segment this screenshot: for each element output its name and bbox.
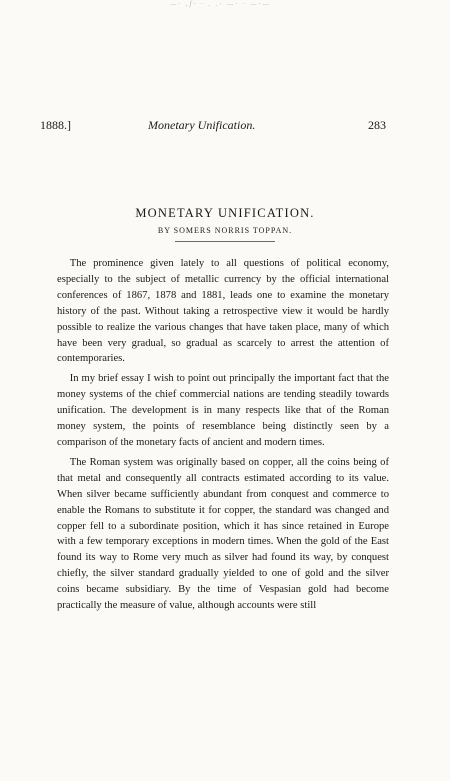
- title-rule: [175, 241, 275, 242]
- running-header: [40, 118, 386, 134]
- paragraph: In my brief essay I wish to point out principally the important fact that the money systems of the chief commercial nations are tending steadily towards unification. The development is in many respects like that of the Roman money system, the points of resemblance being distinctly seen by a comparison of the monetary facts of ancient and modern times.: [57, 373, 389, 448]
- article-byline: BY SOMERS NORRIS TOPPAN.: [157, 226, 293, 235]
- bleed-through-text: —· ,f· · . .· —· · —·—: [170, 0, 271, 8]
- page-number: 283: [368, 118, 386, 132]
- paragraph: The Roman system was originally based on copper, all the coins being of that metal and consequently all contracts estimated according to its value. When silver became sufficiently abundant from conquest and commerce to enable the Romans to substitute it for copper, the standard was changed and copper fell to a subordinate position, which it has since retained in Europe with a few temporary exceptions in modern times. When the gold of the East found its way to Rome very much as silver had found its way, by conquest chiefly, the silver standard gradually yielded to one of gold and the silver coins became subsidiary. By the time of Vespasian gold had become practically the measure of value, although accounts were still: [57, 456, 389, 612]
- header-year: 1888.]: [40, 118, 71, 132]
- article-body: [57, 256, 389, 618]
- paragraph: The prominence given lately to all questions of political economy, especially to the subject of metallic currency by the official international conferences of 1867, 1878 and 1881, leads one to examine the monetary history of the past. Without taking a retrospective view it would be hardly possible to realize the various changes that have taken place, many of which have been very gradual, so gradual as scarcely to arrest the attention of contemporaries.: [57, 258, 389, 365]
- article-title: MONETARY UNIFICATION.: [135, 206, 315, 220]
- running-title: Monetary Unification.: [148, 118, 256, 132]
